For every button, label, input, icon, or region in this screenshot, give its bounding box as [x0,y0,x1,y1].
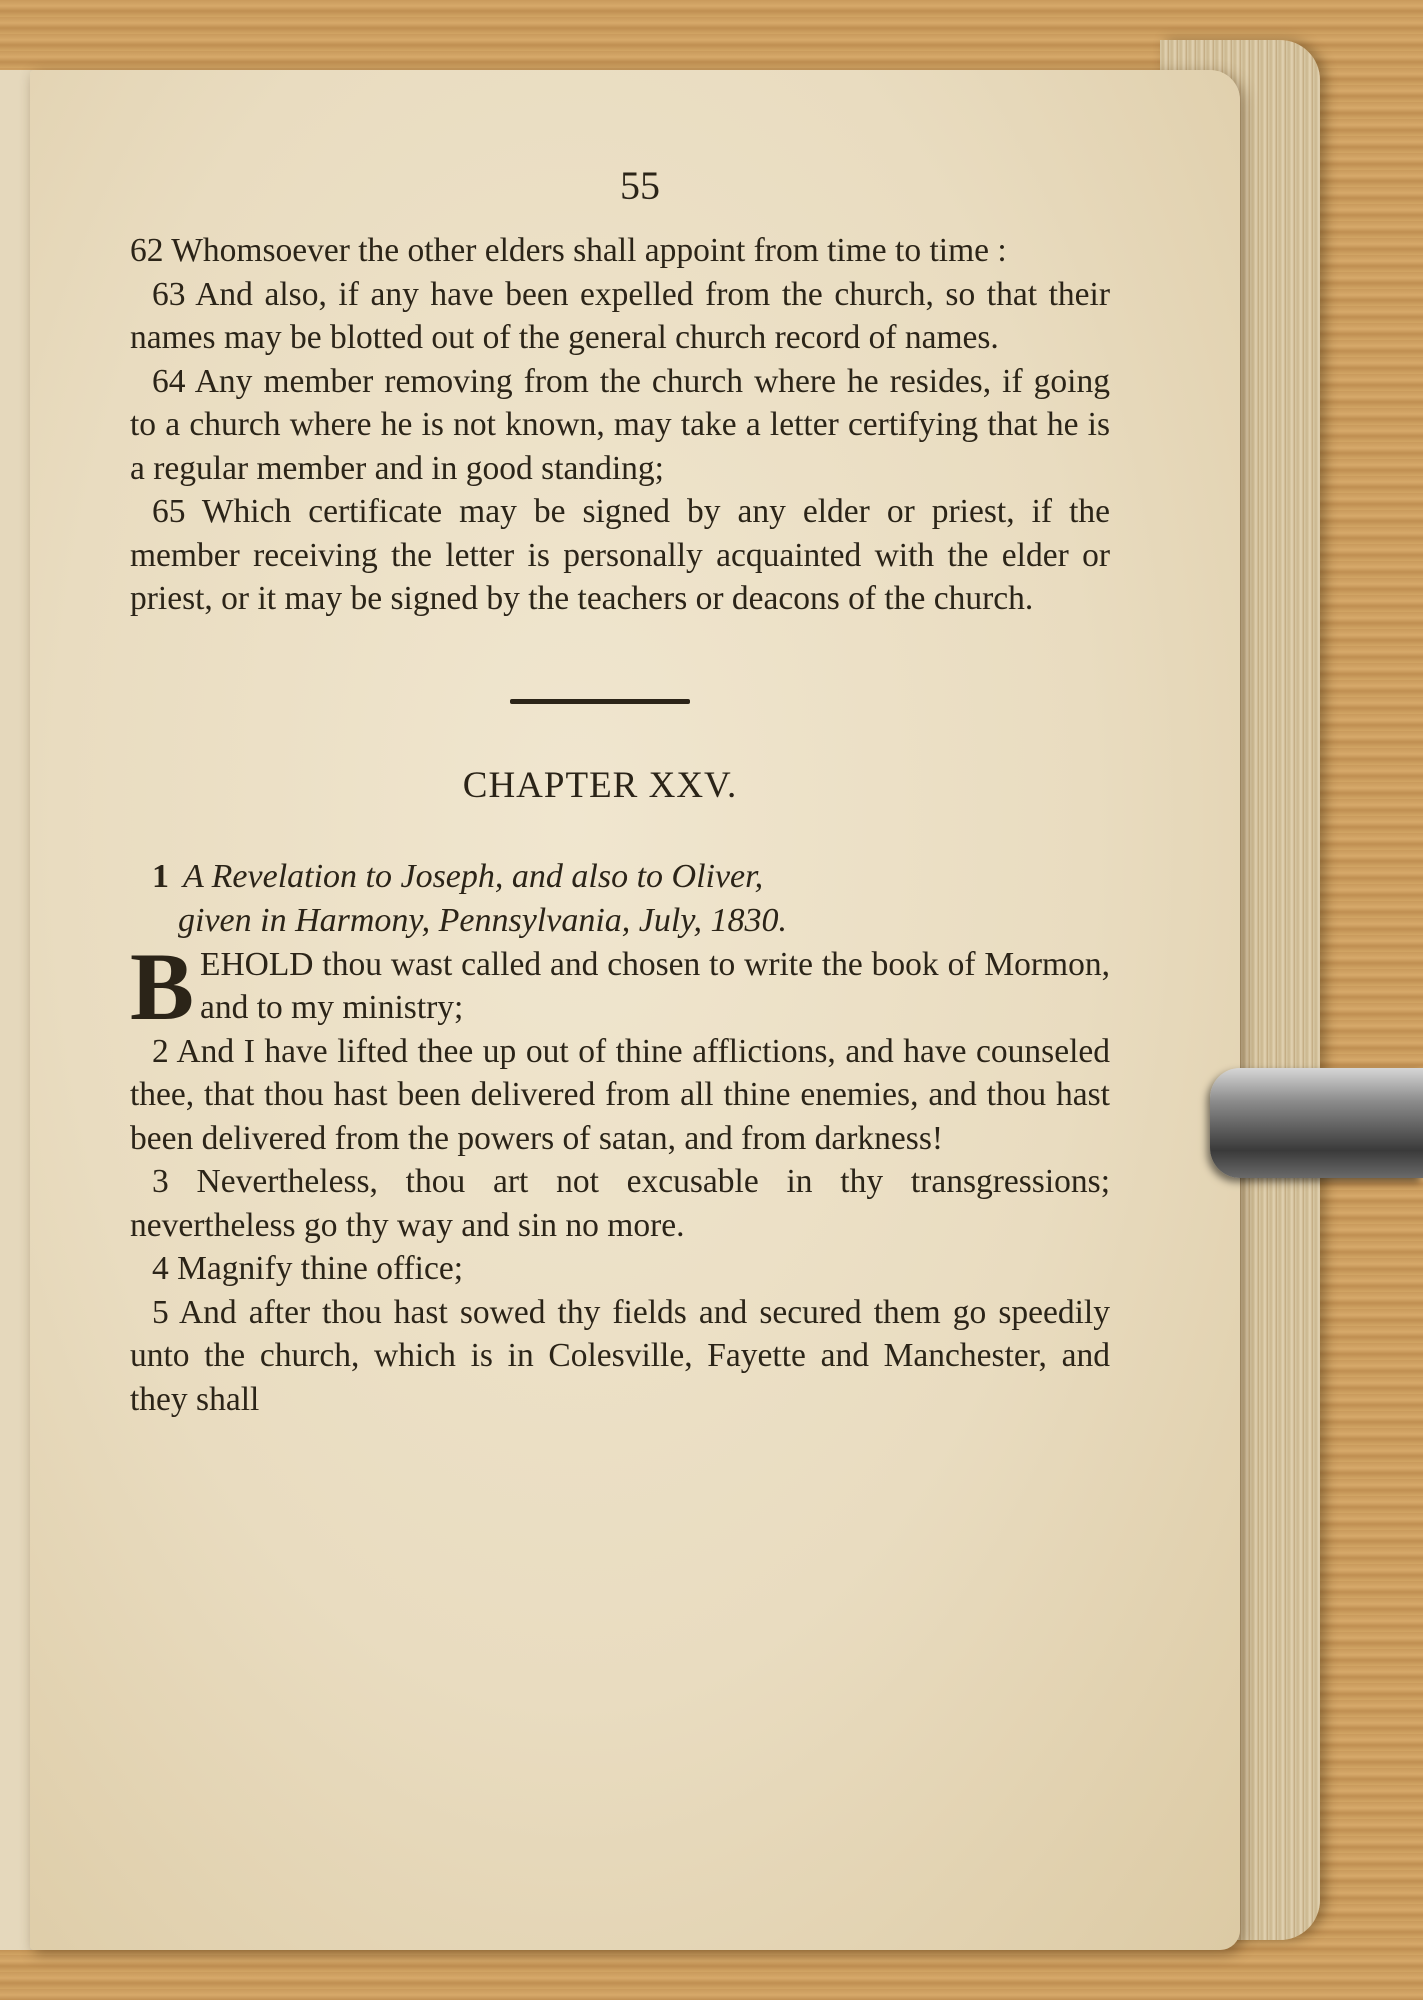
verse-1-text: EHOLD thou wast called and chosen to write the book of Mormon, and to my ministry; [200,945,1110,1026]
verse-62: 62 Whomsoever the other elders shall appoint from time to time : [130,232,1007,269]
verse-4: 4 Magnify thine office; [152,1250,464,1287]
chapter-title: CHAPTER XXV. [462,764,738,806]
verse-2: 2 And I have lifted thee up out of thine afflictions, and have counseled thee, that thou hast been delivered from all thine enemies, and thou hast been delivered from the powers of satan, and from darkness! [130,1032,1110,1157]
page-text [130,162,1110,1421]
verse-5: 5 And after thou hast sowed thy fields and secured them go speedily unto the church, which is in Colesville, Fayette and Manchester, and they shall [130,1293,1110,1418]
heading-line-1: A Revelation to Joseph, and also to Oliver, [183,857,764,895]
heading-line-2: given in Harmony, Pennsylvania, July, 1830. [178,901,788,939]
verse-64: 64 Any member removing from the church where he resides, if going to a church where he is not known, may take a letter certifying that he is a regular member and in good standing; [130,362,1110,487]
heading-number: 1 [152,857,169,895]
verse-65: 65 Which certificate may be signed by any elder or priest, if the member receiving the letter is personally acquainted with the elder or priest, or it may be signed by the teachers or deacons of the church. [130,493,1110,617]
verse-63: 63 And also, if any have been expelled from the church, so that their names may be blotted out of the general church record of names. [130,275,1110,356]
chapter-heading [130,855,1110,899]
page-number: 55 [620,163,660,208]
verse-1 [130,932,1110,1040]
verse-3: 3 Nevertheless, thou art not excusable in thy transgressions; nevertheless go thy way and sin no more. [130,1163,1110,1244]
metal-clip [1210,1068,1423,1178]
section-divider [510,699,690,704]
book-page [30,70,1240,1950]
drop-cap: B [130,932,195,1040]
